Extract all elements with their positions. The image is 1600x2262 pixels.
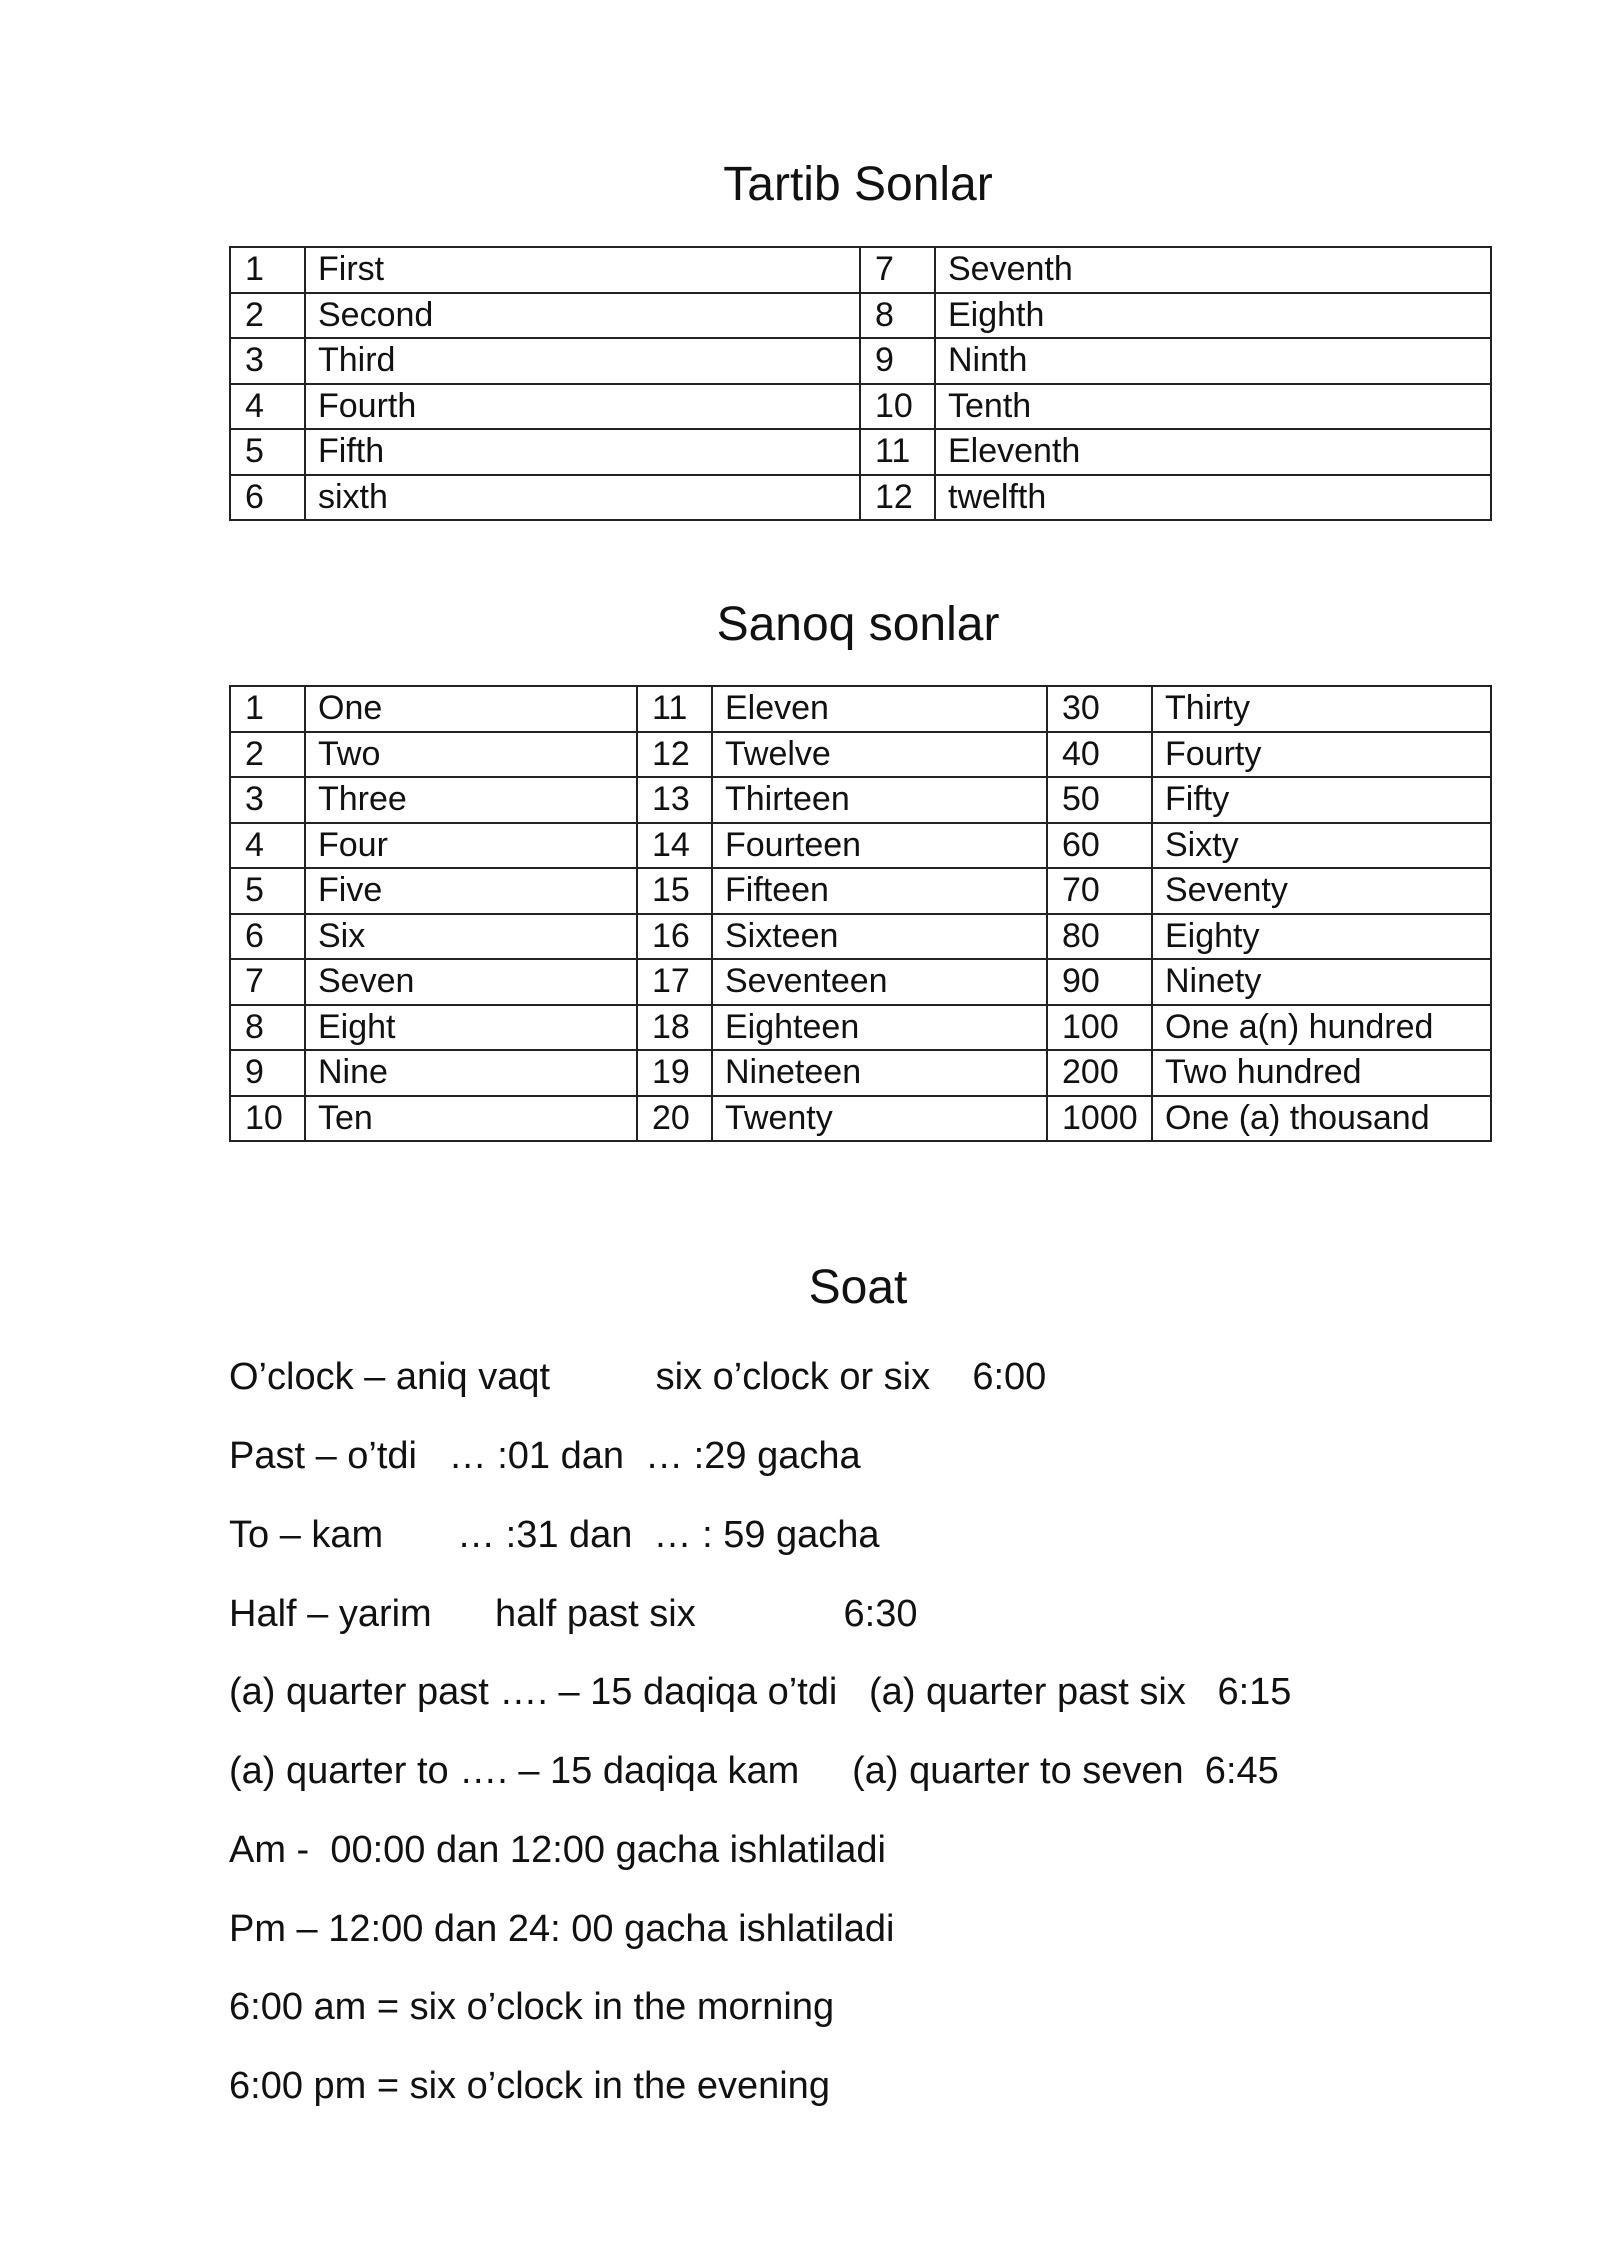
- cardinal-number-cell: 50: [1047, 777, 1152, 823]
- table-row: [230, 1096, 1491, 1142]
- time-rule-line: 6:00 am = six o’clock in the morning: [229, 1986, 835, 2028]
- cardinal-number-cell: 40: [1047, 732, 1152, 778]
- table-row: [230, 247, 1491, 293]
- table-row: [230, 475, 1491, 521]
- ordinal-numbers-table: [229, 246, 1492, 521]
- cardinal-word-cell: Four: [305, 823, 637, 869]
- cardinal-word-cell: Thirteen: [712, 777, 1047, 823]
- ordinal-word-cell: First: [305, 247, 860, 293]
- cardinal-number-cell: 17: [637, 959, 712, 1005]
- ordinal-number-cell: 4: [230, 384, 305, 430]
- cardinal-number-cell: 100: [1047, 1005, 1152, 1051]
- ordinal-number-cell: 6: [230, 475, 305, 521]
- cardinal-number-cell: 16: [637, 914, 712, 960]
- ordinal-number-cell: 9: [860, 338, 935, 384]
- time-rule-line: Pm – 12:00 dan 24: 00 gacha ishlatiladi: [229, 1908, 895, 1950]
- cardinal-word-cell: Eighteen: [712, 1005, 1047, 1051]
- cardinal-number-cell: 10: [230, 1096, 305, 1142]
- cardinal-word-cell: Nine: [305, 1050, 637, 1096]
- table-row: [230, 914, 1491, 960]
- cardinal-word-cell: Two: [305, 732, 637, 778]
- ordinal-number-cell: 2: [230, 293, 305, 339]
- time-rule-line: Am - 00:00 dan 12:00 gacha ishlatiladi: [229, 1829, 886, 1871]
- cardinal-number-cell: 80: [1047, 914, 1152, 960]
- table-row: [230, 686, 1491, 732]
- cardinal-number-cell: 60: [1047, 823, 1152, 869]
- time-rule-line: To – kam … :31 dan … : 59 gacha: [229, 1514, 880, 1556]
- table-row: [230, 823, 1491, 869]
- cardinal-number-cell: 12: [637, 732, 712, 778]
- sanoq-title: Sanoq sonlar: [716, 598, 1000, 651]
- table-row: [230, 1050, 1491, 1096]
- cardinal-number-cell: 14: [637, 823, 712, 869]
- cardinal-word-cell: Seventeen: [712, 959, 1047, 1005]
- cardinal-numbers-table: [229, 685, 1492, 1142]
- time-rule-line: (a) quarter to …. – 15 daqiqa kam (a) quarter to seven 6:45: [229, 1750, 1279, 1792]
- cardinal-word-cell: One (a) thousand: [1152, 1096, 1491, 1142]
- cardinal-word-cell: Eighty: [1152, 914, 1491, 960]
- ordinal-word-cell: Third: [305, 338, 860, 384]
- cardinal-word-cell: Three: [305, 777, 637, 823]
- cardinal-number-cell: 7: [230, 959, 305, 1005]
- cardinal-word-cell: Fourteen: [712, 823, 1047, 869]
- cardinal-word-cell: One a(n) hundred: [1152, 1005, 1491, 1051]
- cardinal-word-cell: Ninety: [1152, 959, 1491, 1005]
- cardinal-number-cell: 4: [230, 823, 305, 869]
- ordinal-word-cell: Seventh: [935, 247, 1491, 293]
- tartib-title: Tartib Sonlar: [723, 158, 993, 211]
- cardinal-word-cell: Fifty: [1152, 777, 1491, 823]
- cardinal-word-cell: Ten: [305, 1096, 637, 1142]
- cardinal-number-cell: 8: [230, 1005, 305, 1051]
- cardinal-number-cell: 5: [230, 868, 305, 914]
- ordinal-number-cell: 12: [860, 475, 935, 521]
- cardinal-word-cell: Nineteen: [712, 1050, 1047, 1096]
- ordinal-number-cell: 1: [230, 247, 305, 293]
- ordinal-table-body: [230, 247, 1491, 520]
- ordinal-number-cell: 11: [860, 429, 935, 475]
- ordinal-word-cell: sixth: [305, 475, 860, 521]
- cardinal-number-cell: 30: [1047, 686, 1152, 732]
- cardinal-word-cell: Twelve: [712, 732, 1047, 778]
- cardinal-number-cell: 19: [637, 1050, 712, 1096]
- cardinal-number-cell: 200: [1047, 1050, 1152, 1096]
- ordinal-number-cell: 8: [860, 293, 935, 339]
- cardinal-word-cell: Sixteen: [712, 914, 1047, 960]
- ordinal-word-cell: Eleventh: [935, 429, 1491, 475]
- cardinal-number-cell: 18: [637, 1005, 712, 1051]
- cardinal-word-cell: Five: [305, 868, 637, 914]
- cardinal-word-cell: Two hundred: [1152, 1050, 1491, 1096]
- cardinal-number-cell: 90: [1047, 959, 1152, 1005]
- time-rule-line: O’clock – aniq vaqt six o’clock or six 6:00: [229, 1356, 1047, 1398]
- ordinal-word-cell: Eighth: [935, 293, 1491, 339]
- cardinal-word-cell: Eight: [305, 1005, 637, 1051]
- cardinal-word-cell: Eleven: [712, 686, 1047, 732]
- cardinal-word-cell: Sixty: [1152, 823, 1491, 869]
- cardinal-word-cell: Fifteen: [712, 868, 1047, 914]
- cardinal-number-cell: 2: [230, 732, 305, 778]
- ordinal-word-cell: Fourth: [305, 384, 860, 430]
- ordinal-word-cell: twelfth: [935, 475, 1491, 521]
- table-row: [230, 429, 1491, 475]
- ordinal-word-cell: Tenth: [935, 384, 1491, 430]
- ordinal-number-cell: 3: [230, 338, 305, 384]
- cardinal-number-cell: 13: [637, 777, 712, 823]
- time-rule-line: (a) quarter past …. – 15 daqiqa o’tdi (a) quarter past six 6:15: [229, 1671, 1292, 1713]
- ordinal-number-cell: 5: [230, 429, 305, 475]
- table-row: [230, 384, 1491, 430]
- table-row: [230, 959, 1491, 1005]
- table-row: [230, 732, 1491, 778]
- table-row: [230, 777, 1491, 823]
- cardinal-number-cell: 70: [1047, 868, 1152, 914]
- ordinal-number-cell: 10: [860, 384, 935, 430]
- cardinal-word-cell: One: [305, 686, 637, 732]
- ordinal-word-cell: Second: [305, 293, 860, 339]
- ordinal-word-cell: Ninth: [935, 338, 1491, 384]
- ordinal-number-cell: 7: [860, 247, 935, 293]
- time-rule-line: Past – o’tdi … :01 dan … :29 gacha: [229, 1435, 861, 1477]
- table-row: [230, 293, 1491, 339]
- cardinal-number-cell: 1: [230, 686, 305, 732]
- table-row: [230, 1005, 1491, 1051]
- cardinal-word-cell: Twenty: [712, 1096, 1047, 1142]
- ordinal-word-cell: Fifth: [305, 429, 860, 475]
- soat-title: Soat: [808, 1261, 908, 1314]
- cardinal-number-cell: 3: [230, 777, 305, 823]
- cardinal-number-cell: 1000: [1047, 1096, 1152, 1142]
- cardinal-number-cell: 15: [637, 868, 712, 914]
- cardinal-number-cell: 9: [230, 1050, 305, 1096]
- cardinal-word-cell: Seven: [305, 959, 637, 1005]
- time-rule-line: 6:00 pm = six o’clock in the evening: [229, 2065, 830, 2107]
- time-rule-line: Half – yarim half past six 6:30: [229, 1593, 918, 1635]
- cardinal-word-cell: Fourty: [1152, 732, 1491, 778]
- cardinal-number-cell: 20: [637, 1096, 712, 1142]
- table-row: [230, 338, 1491, 384]
- cardinal-word-cell: Seventy: [1152, 868, 1491, 914]
- cardinal-word-cell: Thirty: [1152, 686, 1491, 732]
- cardinal-number-cell: 11: [637, 686, 712, 732]
- cardinal-number-cell: 6: [230, 914, 305, 960]
- cardinal-word-cell: Six: [305, 914, 637, 960]
- table-row: [230, 868, 1491, 914]
- cardinal-table-body: [230, 686, 1491, 1141]
